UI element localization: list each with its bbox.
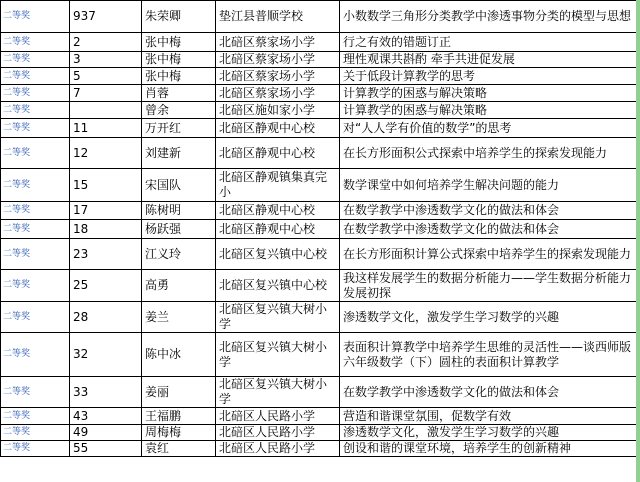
award-cell[interactable]: 二等奖 — [1, 239, 70, 270]
school-cell[interactable]: 北碚区人民路小学 — [216, 408, 340, 425]
entry-number-cell[interactable]: 7 — [70, 85, 142, 102]
entry-number-cell[interactable]: 23 — [70, 239, 142, 270]
entry-number-cell[interactable]: 49 — [70, 425, 142, 441]
entry-number-cell[interactable]: 55 — [70, 441, 142, 457]
award-cell[interactable]: 二等奖 — [1, 119, 70, 138]
school-cell[interactable]: 北碚区复兴镇中心校 — [216, 239, 340, 270]
school-cell[interactable]: 北碚区人民路小学 — [216, 441, 340, 457]
entry-number-cell[interactable]: 18 — [70, 220, 142, 239]
table-row — [1, 220, 640, 239]
paper-title-cell[interactable]: 渗透数学文化，激发学生学习数学的兴趣 — [340, 302, 640, 333]
author-name-cell[interactable]: 朱荣卿 — [142, 1, 216, 33]
paper-title-cell[interactable]: 计算教学的困惑与解决策略 — [340, 85, 640, 102]
award-cell[interactable]: 二等奖 — [1, 333, 70, 377]
author-name-cell[interactable]: 高勇 — [142, 270, 216, 302]
school-cell[interactable]: 北碚区蔡家场小学 — [216, 85, 340, 102]
entry-number-cell[interactable]: 33 — [70, 377, 142, 408]
author-name-cell[interactable]: 姜丽 — [142, 377, 216, 408]
paper-title-cell[interactable]: 创设和谐的课堂环境，培养学生的创新精神 — [340, 441, 640, 457]
paper-title-cell[interactable]: 理性观课共斟酌 牵手共进促发展 — [340, 52, 640, 68]
table-row — [1, 119, 640, 138]
award-cell[interactable]: 二等奖 — [1, 85, 70, 102]
award-cell[interactable]: 二等奖 — [1, 408, 70, 425]
table-row — [1, 441, 640, 457]
award-cell[interactable]: 二等奖 — [1, 138, 70, 169]
school-cell[interactable]: 北碚区蔡家场小学 — [216, 52, 340, 68]
award-cell[interactable]: 二等奖 — [1, 33, 70, 52]
award-cell[interactable]: 二等奖 — [1, 202, 70, 220]
entry-number-cell[interactable]: 15 — [70, 169, 142, 202]
author-name-cell[interactable]: 王福鹏 — [142, 408, 216, 425]
award-cell[interactable]: 二等奖 — [1, 169, 70, 202]
entry-number-cell[interactable]: 937 — [70, 1, 142, 33]
award-cell[interactable]: 二等奖 — [1, 52, 70, 68]
paper-title-cell[interactable]: 在长方形面积公式探索中培养学生的探索发现能力 — [340, 138, 640, 169]
author-name-cell[interactable]: 张中梅 — [142, 33, 216, 52]
school-cell[interactable]: 北碚区静观中心校 — [216, 220, 340, 239]
paper-title-cell[interactable]: 表面积计算教学中培养学生思维的灵活性——谈西师版六年级数学（下）圆柱的表面积计算教学 — [340, 333, 640, 377]
school-cell[interactable]: 北碚区复兴镇中心校 — [216, 270, 340, 302]
table-row — [1, 169, 640, 202]
author-name-cell[interactable]: 杨跃强 — [142, 220, 216, 239]
table-row — [1, 33, 640, 52]
paper-title-cell[interactable]: 在数学教学中渗透数学文化的做法和体会 — [340, 377, 640, 408]
author-name-cell[interactable]: 袁红 — [142, 441, 216, 457]
entry-number-cell[interactable]: 32 — [70, 333, 142, 377]
award-cell[interactable]: 二等奖 — [1, 441, 70, 457]
award-cell[interactable]: 二等奖 — [1, 220, 70, 239]
table-row — [1, 425, 640, 441]
award-table-body — [1, 1, 640, 457]
entry-number-cell[interactable]: 12 — [70, 138, 142, 169]
table-row — [1, 333, 640, 377]
paper-title-cell[interactable]: 在长方形面积计算公式探索中培养学生的探索发现能力 — [340, 239, 640, 270]
table-row — [1, 102, 640, 119]
paper-title-cell[interactable]: 在数学教学中渗透数学文化的做法和体会 — [340, 220, 640, 239]
entry-number-cell[interactable]: 5 — [70, 68, 142, 85]
award-cell[interactable]: 二等奖 — [1, 302, 70, 333]
school-cell[interactable]: 北碚区静观中心校 — [216, 202, 340, 220]
entry-number-cell[interactable]: 17 — [70, 202, 142, 220]
award-cell[interactable]: 二等奖 — [1, 270, 70, 302]
paper-title-cell[interactable]: 计算教学的困惑与解决策略 — [340, 102, 640, 119]
author-name-cell[interactable]: 江义玲 — [142, 239, 216, 270]
school-cell[interactable]: 北碚区人民路小学 — [216, 425, 340, 441]
table-row — [1, 270, 640, 302]
sheet-edge-strip — [636, 0, 640, 482]
author-name-cell[interactable]: 刘建新 — [142, 138, 216, 169]
school-cell[interactable]: 北碚区复兴镇大树小学 — [216, 302, 340, 333]
author-name-cell[interactable]: 万开红 — [142, 119, 216, 138]
school-cell[interactable]: 北碚区静观镇集真完小 — [216, 169, 340, 202]
award-cell[interactable]: 二等奖 — [1, 102, 70, 119]
table-row — [1, 68, 640, 85]
school-cell[interactable]: 北碚区复兴镇大树小学 — [216, 333, 340, 377]
author-name-cell[interactable]: 陈中冰 — [142, 333, 216, 377]
author-name-cell[interactable]: 张中梅 — [142, 52, 216, 68]
entry-number-cell[interactable]: 25 — [70, 270, 142, 302]
table-row — [1, 239, 640, 270]
paper-title-cell[interactable]: 对“人人学有价值的数学”的思考 — [340, 119, 640, 138]
author-name-cell[interactable]: 宋国队 — [142, 169, 216, 202]
entry-number-cell[interactable]: 3 — [70, 52, 142, 68]
award-cell[interactable]: 二等奖 — [1, 377, 70, 408]
author-name-cell[interactable]: 姜兰 — [142, 302, 216, 333]
paper-title-cell[interactable]: 数学课堂中如何培养学生解决问题的能力 — [340, 169, 640, 202]
award-cell[interactable]: 二等奖 — [1, 425, 70, 441]
school-cell[interactable]: 北碚区静观中心校 — [216, 119, 340, 138]
paper-title-cell[interactable]: 我这样发展学生的数据分析能力——学生数据分析能力发展初探 — [340, 270, 640, 302]
table-row — [1, 138, 640, 169]
table-row — [1, 202, 640, 220]
author-name-cell[interactable]: 陈树明 — [142, 202, 216, 220]
paper-title-cell[interactable]: 行之有效的错题订正 — [340, 33, 640, 52]
table-row — [1, 377, 640, 408]
school-cell[interactable]: 北碚区复兴镇大树小学 — [216, 377, 340, 408]
table-row — [1, 52, 640, 68]
school-cell[interactable]: 北碚区静观中心校 — [216, 138, 340, 169]
paper-title-cell[interactable]: 渗透数学文化，激发学生学习数学的兴趣 — [340, 425, 640, 441]
entry-number-cell[interactable]: 11 — [70, 119, 142, 138]
table-row — [1, 85, 640, 102]
entry-number-cell[interactable]: 28 — [70, 302, 142, 333]
paper-title-cell[interactable]: 关于低段计算教学的思考 — [340, 68, 640, 85]
author-name-cell[interactable]: 周梅梅 — [142, 425, 216, 441]
paper-title-cell[interactable]: 营造和谐课堂氛围，促数学有效 — [340, 408, 640, 425]
author-name-cell[interactable]: 曾余 — [142, 102, 216, 119]
school-cell[interactable]: 北碚区蔡家场小学 — [216, 33, 340, 52]
paper-title-cell[interactable]: 小数数学三角形分类教学中渗透事物分类的模型与思想 — [340, 1, 640, 33]
award-cell[interactable]: 二等奖 — [1, 1, 70, 33]
school-cell[interactable]: 北碚区蔡家场小学 — [216, 68, 340, 85]
school-cell[interactable]: 北碚区施如家小学 — [216, 102, 340, 119]
table-row — [1, 408, 640, 425]
author-name-cell[interactable]: 张中梅 — [142, 68, 216, 85]
entry-number-cell[interactable]: 43 — [70, 408, 142, 425]
table-row — [1, 302, 640, 333]
school-cell[interactable]: 垫江县普顺学校 — [216, 1, 340, 33]
award-cell[interactable]: 二等奖 — [1, 68, 70, 85]
entry-number-cell[interactable] — [70, 102, 142, 119]
table-row — [1, 1, 640, 33]
author-name-cell[interactable]: 肖蓉 — [142, 85, 216, 102]
entry-number-cell[interactable]: 2 — [70, 33, 142, 52]
paper-title-cell[interactable]: 在数学教学中渗透数学文化的做法和体会 — [340, 202, 640, 220]
